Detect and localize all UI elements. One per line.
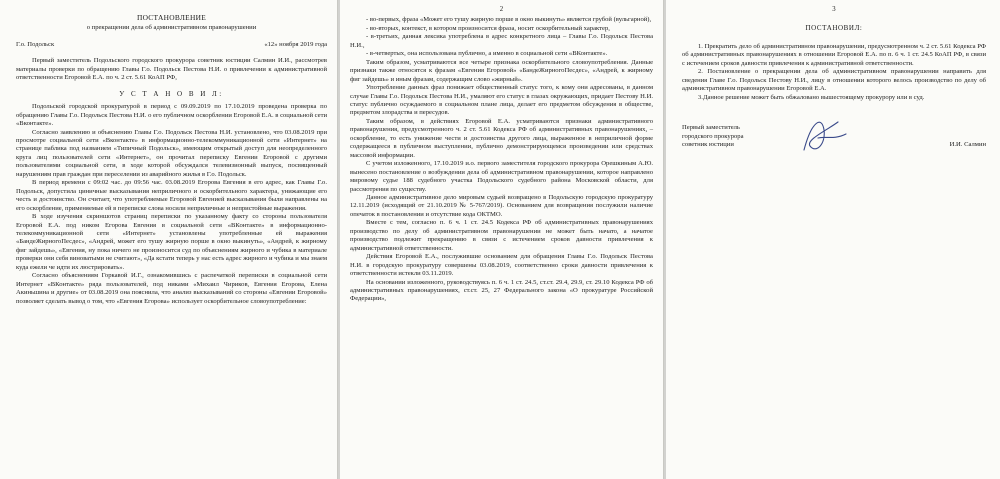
paragraph: Данное административное дело мировым судьей возвращено в Подольскую городскую прокуратуру 12.11.2019 (исходящий от 21.10.2019 № 5-767/2019). Основанием для возвращения послужили наличие опечаток в постановлении и отсутствие кода ОКТМО. (350, 193, 653, 218)
document-title: ПОСТАНОВЛЕНИЕ (136, 13, 207, 22)
document-page-3 (666, 0, 1000, 479)
page-number: 3 (832, 6, 836, 13)
paragraph: - во-вторых, контекст, в котором произносится фраза, носит оскорбительный характер, (366, 24, 610, 32)
paragraph: - во-первых, фраза «Может его тушу жирную порше в окно выкинуть» является грубой (вульгарной), (366, 16, 652, 24)
document-page-2 (340, 0, 664, 479)
resolution-item: 2. Постановление о прекращении дела об административном правонарушении направить для сведения Главе Г.о. Подольск Пестову Н.И., лицу в отношении которого велось производство по делу об административном правонарушении Егоровой Е.А. (682, 68, 986, 93)
paragraph: С учетом изложенного, 17.10.2019 и.о. первого заместителя городского прокурора Орешкиным А.Ю. вынесено постановление о возбуждении дела об административном правонарушении, которое направлено мировому судье 188 судебного участка Подольского судебного района Московской области, для рассмотрения по существу. (350, 160, 653, 193)
page-number: 2 (499, 6, 504, 13)
paragraph: - в-третьих, данная лексика употреблена в адрес конкретного лица – Главы Г.о. Подольск Пестова Н.И., (350, 33, 653, 49)
paragraph: Употребление данных фраз понижает общественный статус того, к кому они адресованы, в данном случае Главы Г.о. Подольск Пестова Н.И., умаляют его статус в глазах окружающих, придает Пестову Н.И. статус публично осуждаемого в социальном плане лица, делает его предметом обсуждения в обществе, предметом злорадства и пересудов. (350, 84, 653, 117)
paragraph: Согласно заявлению и объяснению Главы Г.о. Подольск Пестова Н.И. установлено, что 03.08.2019 при просмотре социальной сети «Вконтакте» в информационно-телекоммуникационной сети «Интернет» на странице паблика под названием «Типичный Подольск», имеющим открытый доступ для неопределенного круга лиц пользователей сети «Интернет», он прочитал переписку Евгении Егоровой с другими пользователями социальной сети, в ходе которой обсуждался телевизионный выпуск, посвященный нарушениям прав граждан при переселении из аварийного жилья в Г.о. Подольск. (16, 128, 327, 178)
date-label: «12» ноября 2019 года (264, 40, 327, 48)
paragraph: Действия Егоровой Е.А., послужившие основанием для обращения Главы Г.о. Подольск Пестова Н.И. в городскую прокуратуру совершены 03.08.2019, соответственно сроки давности привлечения к ответственности истекли 03.11.2019. (350, 253, 653, 278)
handwritten-signature (794, 110, 854, 160)
paragraph: В период времени с 09:02 час. до 09:56 час. 03.08.2019 Егорова Евгения в его адрес, как Главы Г.о. Подольск, допустила циничные высказывания неприличного и оскорбительного характера, унижающие его честь и достоинство. Он считает, что употребляемые Егоровой Евгенией высказывания были направлены на его оскорбление, применяемые ей в переписке слова носили неприличные и непристойные выражения. (16, 179, 327, 212)
signature-block (682, 124, 986, 149)
place-date-row (16, 41, 327, 49)
resolution-item: 1. Прекратить дело об административном правонарушении, предусмотренном ч. 2 ст. 5.61 Кодекса РФ об административных правонарушениях в отношении Егоровой Е.А. по п. 6 ч. 1 ст. 24.5 КоАП РФ, в связи с истечением сроков давности привлечения к административной ответственности. (682, 42, 986, 67)
signer-position-line2: городского прокурора (682, 132, 744, 140)
paragraph: Таким образом, усматриваются все четыре признака оскорбительного словоупотребления. Данные признаки также относятся к фразам «Евгения Егоровой» «БандеЖирногоПесдес», «Андрей, к жирному фиг зайдешь» и иным фразам, содержащим слово «жирный». (350, 58, 653, 83)
signer-rank: советник юстиции (682, 140, 734, 148)
paragraph: Таким образом, в действиях Егоровой Е.А. усматриваются признаки административного правонарушения, предусмотренного ч. 2 ст. 5.61 Кодекса РФ об административных правонарушениях, – оскорбление, то есть унижение чести и достоинства другого лица, выраженное в неприличной форме содержащееся в публичном выступлении, публично демонстрирующемся произведении или средствах массовой информации. (350, 117, 653, 159)
paragraph: Согласно объяснениям Горкавой И.Г., ознакомившись с распечаткой переписки в социальной сети Интернет «ВКонтакте» ряда пользователей, под никами «Михаил Чириков, Евгения Егорова, Елена Акиньшина и другие» от 03.08.2019 она пояснила, что анализ высказываний со стороны «Евгении Егоровой» позволяет сделать вывод о том, что «Евгения Егорова» использует оскорбительное словоупотребление: (16, 272, 327, 305)
place-label: Г.о. Подольск (16, 40, 55, 48)
signer-name: И.И. Салмин (949, 140, 986, 148)
paragraph: Подольской городской прокуратурой в период с 09.09.2019 по 17.10.2019 проведена проверка по обращению Главы Г.о. Подольск Пестова Н.И. о его публичном оскорблении Егоровой Е.А. в социальной сети «Вконтакте». (16, 103, 327, 128)
signer-position-line1: Первый заместитель (682, 124, 740, 132)
document-page-1 (0, 0, 338, 479)
resolved-heading: ПОСТАНОВИЛ: (805, 24, 863, 33)
paragraph: В ходе изучения скриншотов страниц переписки по указанному факту со стороны пользователя Егоровой Е.А. под ником Егорова Евгения в социальной сети «ВКонтакте» в информационно-телекоммуникационной сети «Интернет» установлены употребленные ей выражения «БандеЖирногоПесдес», «Андрей, может его тушу жирную порше в окно выкинуть», «Андрей, к жирному фиг зайдешь», «Евгения, ну пока ничего не произносится суд по объяснениям жирного и чубика в материале проверки они себя виноватыми не считают», «Да кстати теперь у нас есть адрес жирного и чубика и мы знаем куда ежели че идти их люстрировать». (16, 213, 327, 271)
paragraph: На основании изложенного, руководствуясь п. 6 ч. 1 ст. 24.5, ст.ст. 29.4, 29.9, ст. 29.10 Кодекса РФ об административных правонарушениях, ст.ст. 25, 27 Федерального закона «О прокуратуре Российской Федерации», (350, 278, 653, 303)
document-subtitle: о прекращении дела об административном правонарушении (86, 24, 257, 32)
resolution-item: 3.Данное решение может быть обжаловано вышестоящему прокурору или в суд. (698, 93, 925, 101)
intro-paragraph: Первый заместитель Подольского городского прокурора советник юстиции Салмин И.И., рассмотрев материалы проверки по обращению Главы Г.о. Подольск Пестова Н.И. о привлечении к административной ответственности Егоровой Е.А. по ч. 2 ст. 5.61 КоАП РФ, (16, 57, 327, 82)
paragraph: Вместе с тем, согласно п. 6 ч. 1 ст. 24.5 Кодекса РФ об административных правонарушениях производство по делу об административном правонарушении не может быть начато, а начатое производство подлежит прекращению в связи с истечением сроков давности привлечения к административной ответственности. (350, 219, 653, 252)
established-heading: У С Т А Н О В И Л: (119, 89, 224, 98)
paragraph: - в-четвертых, она использована публично, а именно в социальной сети «ВКонтакте». (366, 50, 608, 58)
